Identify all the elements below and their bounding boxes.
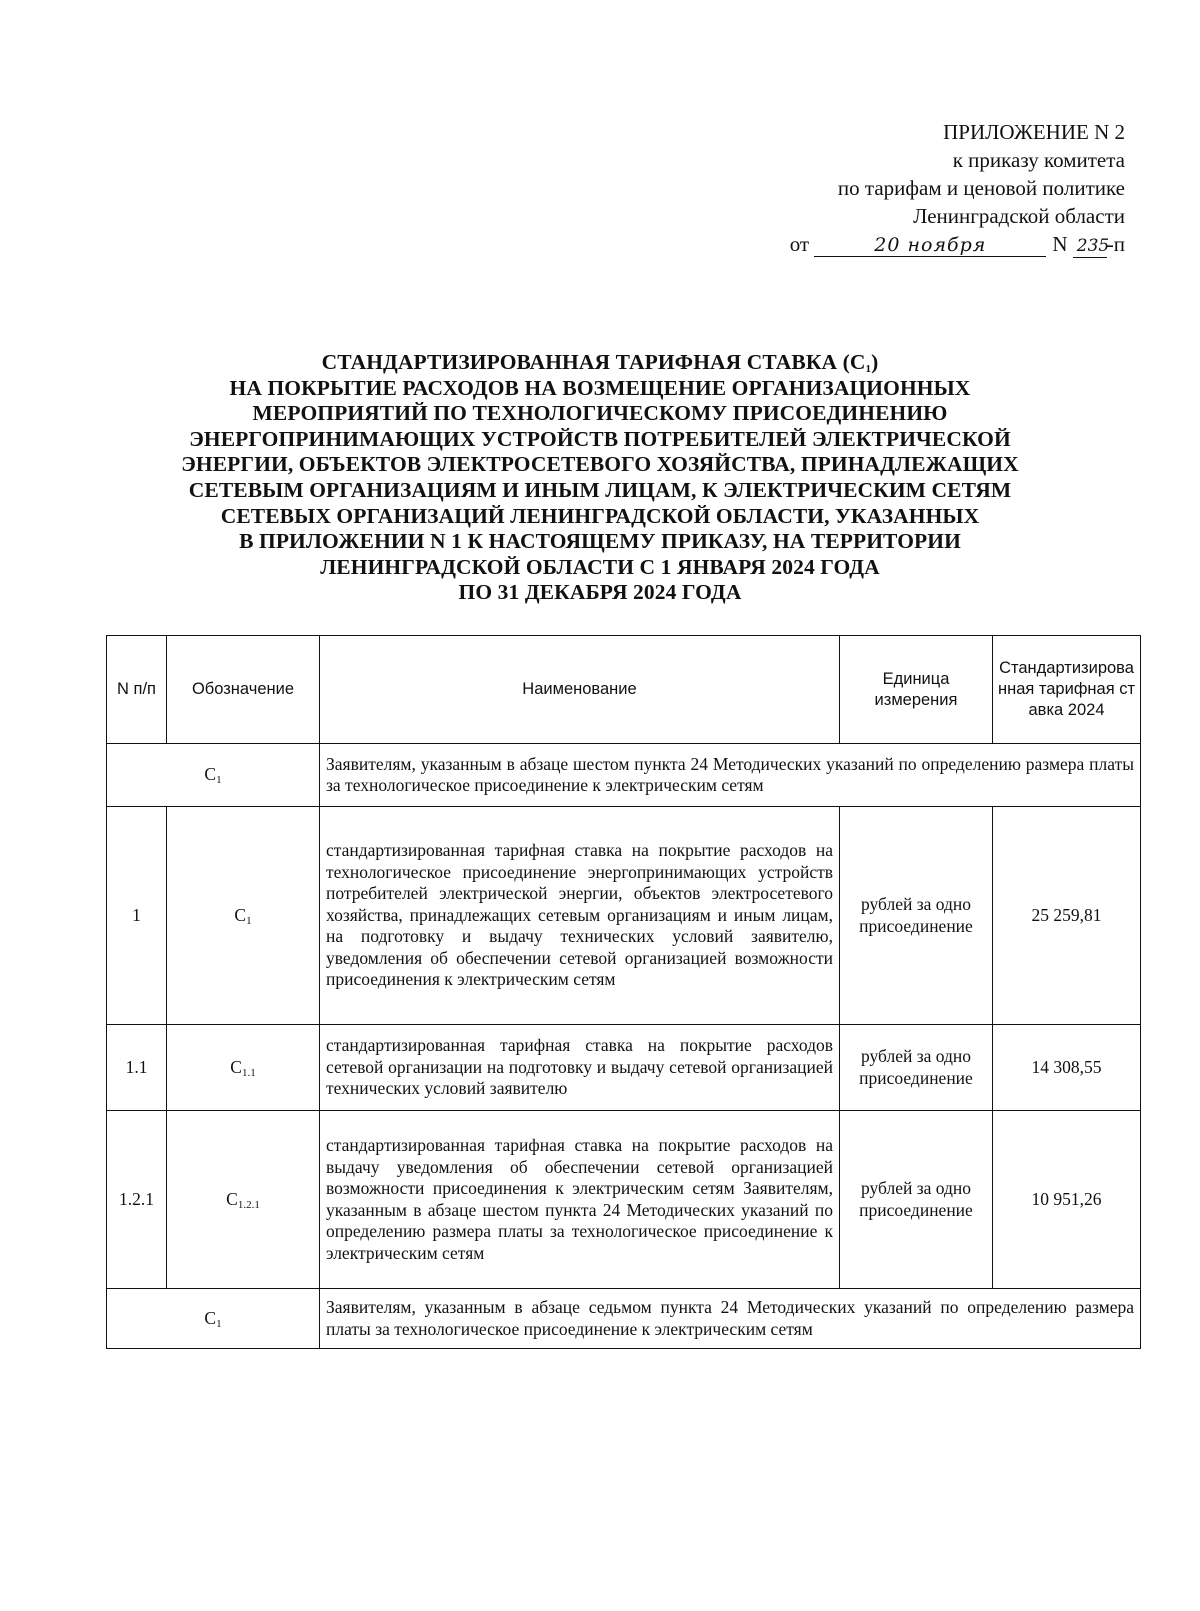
row-2-num: 1.1	[107, 1025, 167, 1111]
title-line-7: СЕТЕВЫХ ОРГАНИЗАЦИЙ ЛЕНИНГРАДСКОЙ ОБЛАСТИ, УКАЗАННЫХ	[220, 503, 980, 528]
title-line-6: СЕТЕВЫМ ОРГАНИЗАЦИЯМ И ИНЫМ ЛИЦАМ, К ЭЛЕКТРИЧЕСКИМ СЕТЯМ	[188, 477, 1012, 502]
section-1-text: Заявителям, указанным в абзаце шестом пункта 24 Методических указаний по определению размера платы за технологическое присоединение к электрическим сетям	[320, 744, 1141, 807]
row-3-name: стандартизированная тарифная ставка на покрытие расходов на выдачу уведомления об обеспечении сетевой организацией возможности присоединения к электрическим сетям Заявителям, указанным в абзаце шестом пункта 24 Методических указаний по определению размера платы за технологическое присоединение к электрическим сетям	[320, 1111, 840, 1289]
row-2-code-sub: 1.1	[241, 1066, 256, 1079]
tariff-table	[106, 635, 1141, 1349]
row-1-unit: рублей за одно присоединение	[840, 807, 993, 1025]
header-num: N п/п	[107, 636, 167, 744]
title-line-10: ПО 31 ДЕКАБРЯ 2024 ГОДА	[458, 580, 742, 605]
section-1-code	[107, 744, 320, 807]
section-row-1	[107, 744, 1141, 807]
header-name: Наименование	[320, 636, 840, 744]
title-line-5: ЭНЕРГИИ, ОБЪЕКТОВ ЭЛЕКТРОСЕТЕВОГО ХОЗЯЙСТВА, ПРИНАДЛЕЖАЩИХ	[181, 452, 1019, 477]
title-line-1-end: )	[871, 350, 879, 374]
number-suffix: -п	[1106, 232, 1125, 256]
section-1-code-text: C	[204, 764, 217, 785]
row-1-code	[167, 807, 320, 1025]
table-row	[107, 1111, 1141, 1289]
from-label: от	[789, 232, 810, 256]
title-line-4: ЭНЕРГОПРИНИМАЮЩИХ УСТРОЙСТВ ПОТРЕБИТЕЛЕЙ ЭЛЕКТРИЧЕСКОЙ	[189, 426, 1011, 451]
header-rate: Стандартизированная тарифная ставка 2024	[993, 636, 1141, 744]
appendix-title: ПРИЛОЖЕНИЕ N 2	[943, 120, 1125, 144]
header-unit: Единица измерения	[840, 636, 993, 744]
document-title	[0, 350, 1200, 606]
title-line-9: ЛЕНИНГРАДСКОЙ ОБЛАСТИ С 1 ЯНВАРЯ 2024 ГОДА	[320, 554, 880, 579]
row-3-rate: 10 951,26	[993, 1111, 1141, 1289]
appendix-line-committee: по тарифам и ценовой политике	[837, 176, 1125, 200]
handwritten-number: 235	[1073, 235, 1107, 258]
appendix-line-date	[790, 230, 1125, 258]
appendix-line-region: Ленинградской области	[913, 204, 1125, 228]
row-2-name: стандартизированная тарифная ставка на покрытие расходов сетевой организации на подготовку и выдачу сетевой организацией технических условий заявителю	[320, 1025, 840, 1111]
row-3-code-sub: 1.2.1	[237, 1198, 260, 1211]
appendix-header	[790, 118, 1125, 258]
table-row	[107, 1025, 1141, 1111]
table-row	[107, 807, 1141, 1025]
title-line-8: В ПРИЛОЖЕНИИ N 1 К НАСТОЯЩЕМУ ПРИКАЗУ, НА ТЕРРИТОРИИ	[239, 529, 961, 554]
section-2-code	[107, 1289, 320, 1349]
row-3-code	[167, 1111, 320, 1289]
section-2-code-text: C	[204, 1307, 217, 1328]
row-3-num: 1.2.1	[107, 1111, 167, 1289]
table-header-row	[107, 636, 1141, 744]
section-row-2	[107, 1289, 1141, 1349]
header-code: Обозначение	[167, 636, 320, 744]
row-1-rate: 25 259,81	[993, 807, 1141, 1025]
title-line-1-sub: 1	[865, 363, 872, 375]
title-line-1-text: СТАНДАРТИЗИРОВАННАЯ ТАРИФНАЯ СТАВКА (С	[321, 350, 866, 374]
number-label: N	[1052, 232, 1068, 256]
section-1-code-sub: 1	[216, 774, 222, 787]
row-1-code-text: C	[234, 904, 247, 925]
row-3-code-text: C	[226, 1188, 238, 1209]
row-2-code	[167, 1025, 320, 1111]
title-line-1	[0, 350, 1200, 376]
title-line-3: МЕРОПРИЯТИЙ ПО ТЕХНОЛОГИЧЕСКОМУ ПРИСОЕДИНЕНИЮ	[252, 401, 948, 426]
row-1-name: стандартизированная тарифная ставка на покрытие расходов на технологическое присоединение энергопринимающих устройств потребителей электрической энергии, объектов электросетевого хозяйства, принадлежащих сетевым организациям и иным лицам, на подготовку и выдачу технических условий заявителю, уведомления об обеспечении сетевой организацией возможности присоединения к электрическим сетям	[320, 807, 840, 1025]
section-2-text: Заявителям, указанным в абзаце седьмом пункта 24 Методических указаний по определению размера платы за технологическое присоединение к электрическим сетям	[320, 1289, 1141, 1349]
appendix-line-order: к приказу комитета	[952, 148, 1125, 172]
row-2-code-text: C	[230, 1056, 242, 1077]
row-2-rate: 14 308,55	[993, 1025, 1141, 1111]
row-2-unit: рублей за одно присоединение	[840, 1025, 993, 1111]
section-2-code-sub: 1	[216, 1317, 222, 1330]
row-3-unit: рублей за одно присоединение	[840, 1111, 993, 1289]
title-line-2: НА ПОКРЫТИЕ РАСХОДОВ НА ВОЗМЕЩЕНИЕ ОРГАНИЗАЦИОННЫХ	[229, 375, 971, 400]
row-1-code-sub: 1	[246, 914, 252, 927]
row-1-num: 1	[107, 807, 167, 1025]
handwritten-date: 20 ноября	[814, 234, 1046, 257]
